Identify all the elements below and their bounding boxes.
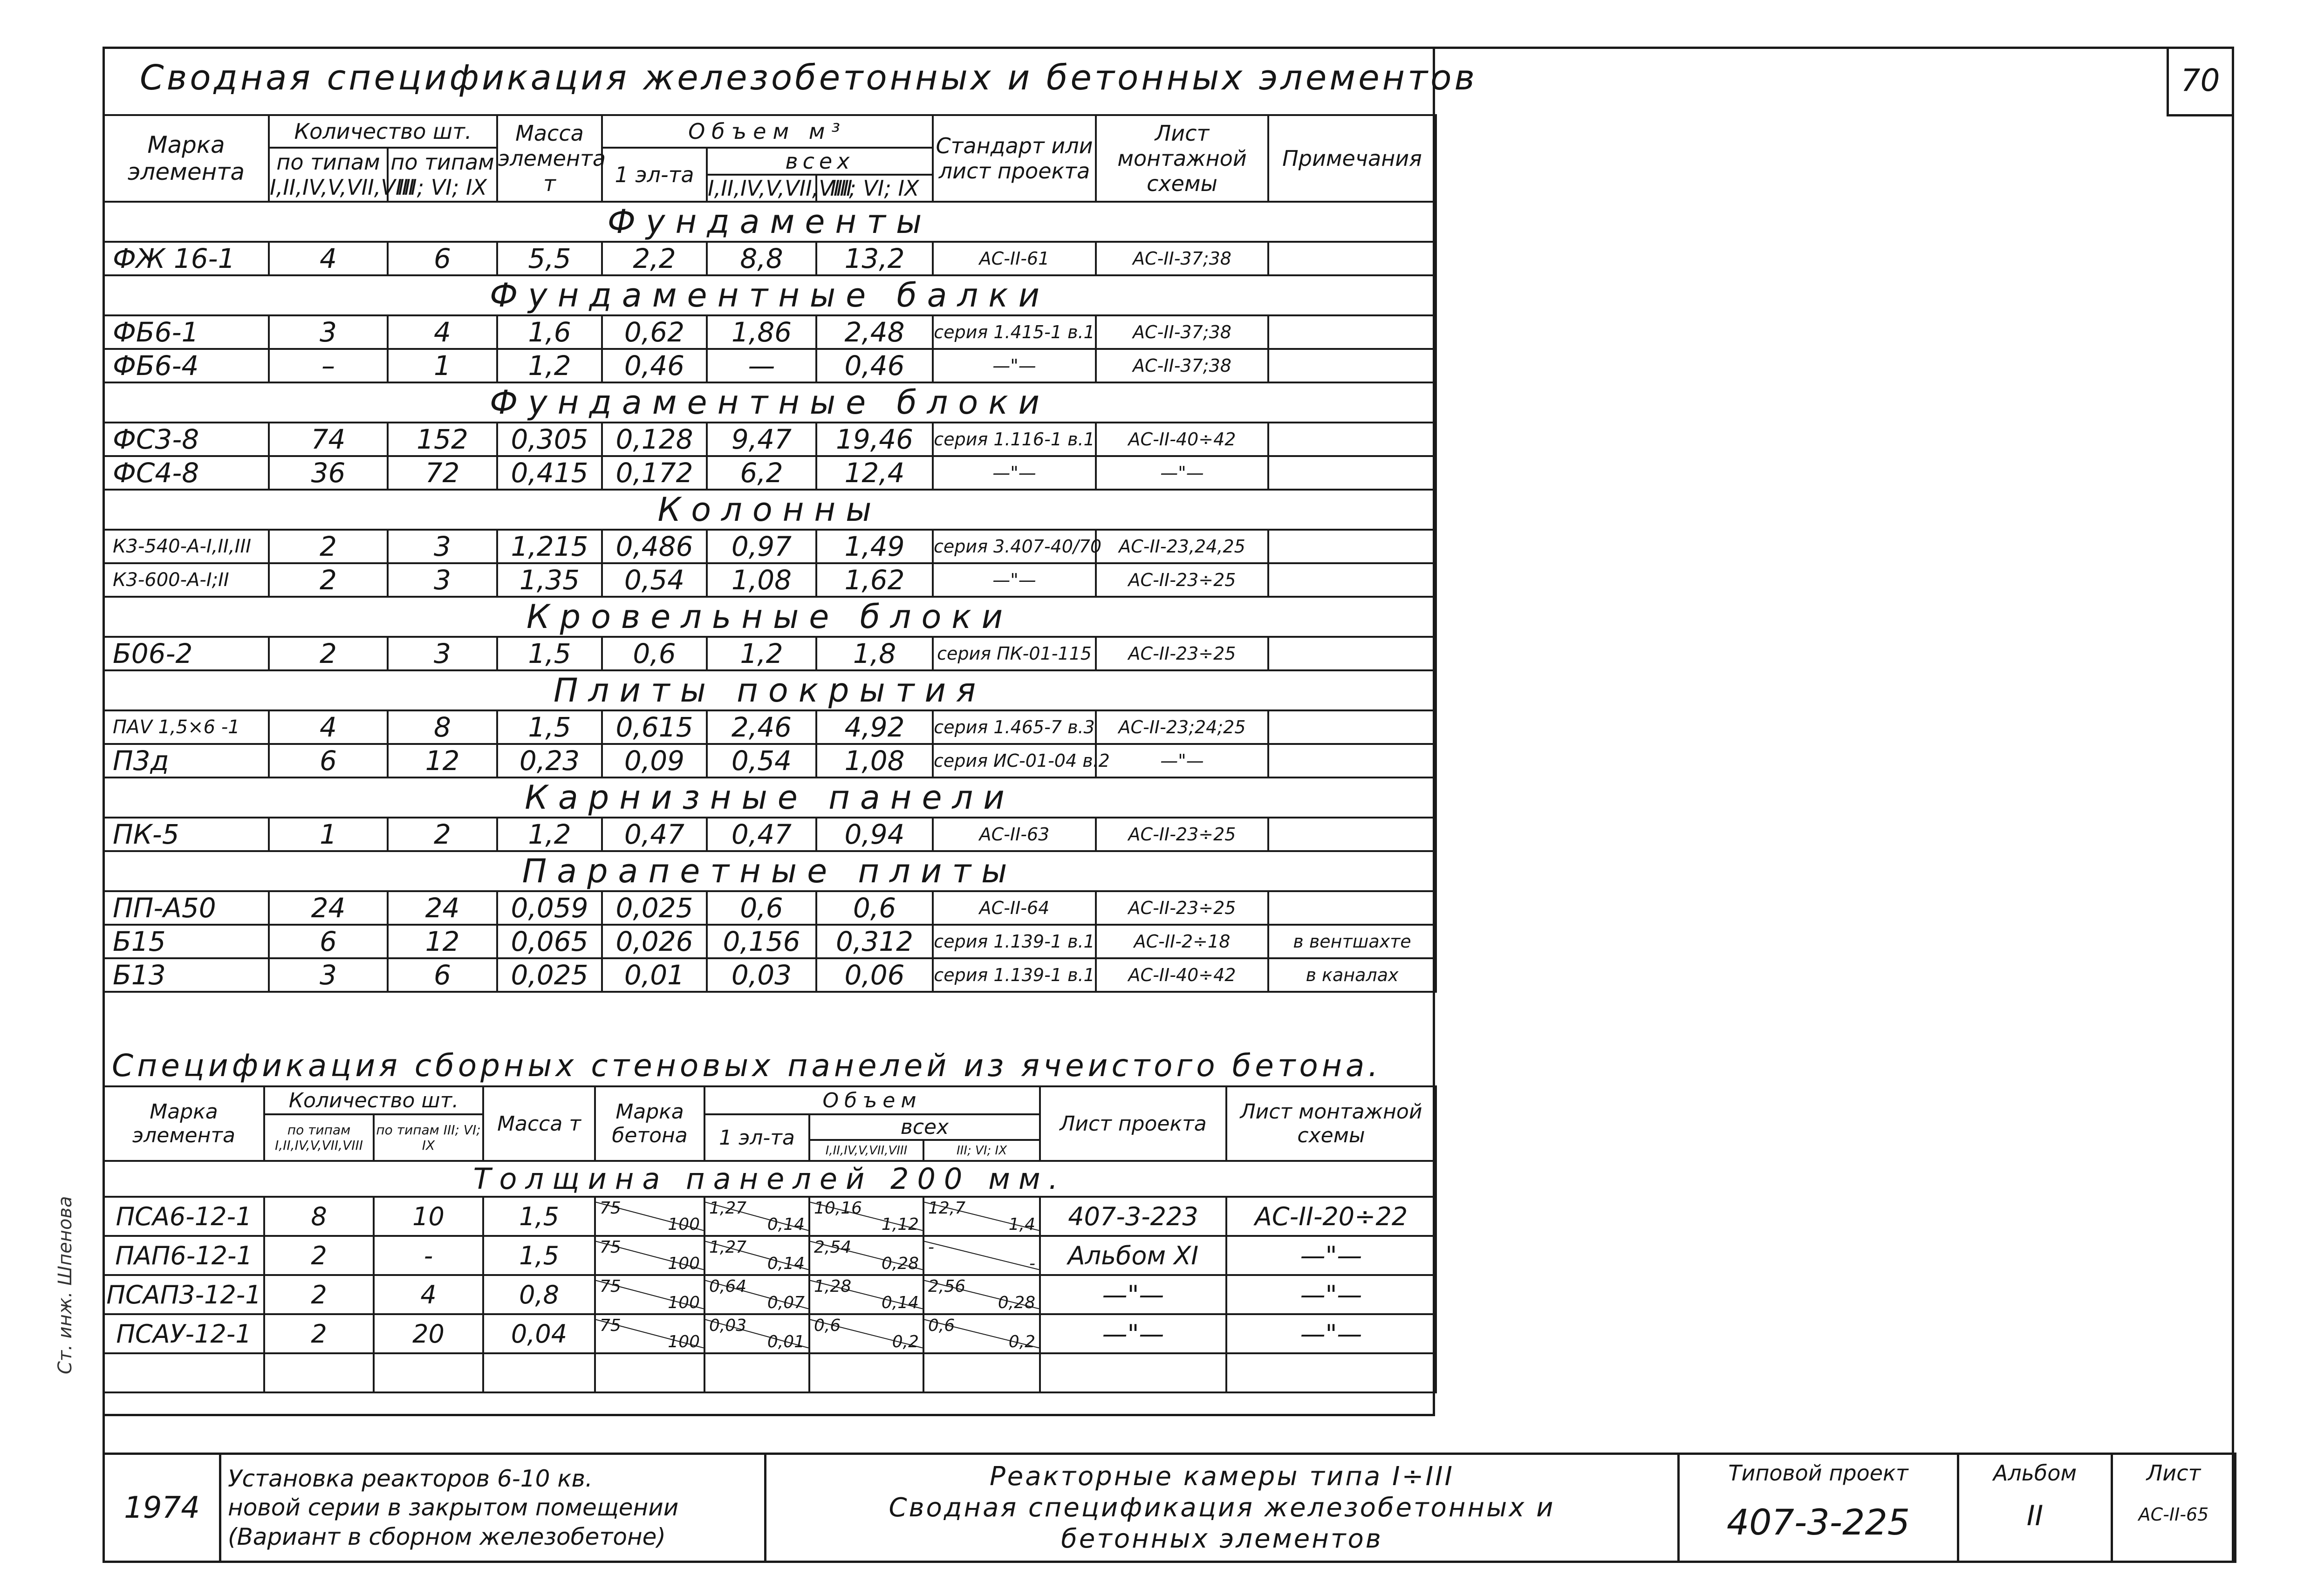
wall-table — [103, 1085, 1437, 1393]
hdr-vol-all-b: III; VI; IX — [816, 175, 933, 202]
cell-qty-b: 4 — [388, 315, 497, 349]
stamp-project — [1679, 1454, 1958, 1562]
cell-qty-a: 3 — [269, 958, 388, 992]
wall-cell-mass: 1,5 — [483, 1236, 595, 1275]
wall-cell-vol-one-bottom: 0,07 — [767, 1293, 805, 1312]
cell-qty-b: 2 — [388, 818, 497, 851]
cell-qty-b: 24 — [388, 891, 497, 925]
wall-hdr-vol-all: всех — [809, 1114, 1040, 1140]
title-block — [103, 1453, 2236, 1563]
cell-sheet: АС-II-23÷25 — [1096, 563, 1268, 597]
wall-cell-grade-bottom: 100 — [668, 1215, 700, 1234]
table-row — [103, 563, 1436, 597]
wall-cell-grade-bottom: 100 — [668, 1293, 700, 1312]
cell-standard: АС-II-61 — [933, 242, 1096, 275]
wall-title: Спецификация сборных стеновых панелей из ячеистого бетона. — [112, 1048, 1382, 1084]
cell-vol-one: 0,026 — [602, 925, 707, 958]
wall-cell-project: —"— — [1040, 1314, 1226, 1353]
wall-cell-vol-all-b-top: 12,7 — [928, 1199, 966, 1218]
wall-hdr-sheet-scheme: Лист монтажной схемы — [1226, 1086, 1436, 1161]
cell-sheet: АС-II-23;24;25 — [1096, 710, 1268, 744]
hdr-vol-all-a: I,II,IV,V,VII,VIII — [708, 176, 853, 201]
wall-cell-qty-a: 2 — [264, 1314, 374, 1353]
cell-vol-all-a: 0,97 — [707, 530, 816, 563]
cell-standard: серия ПК-01-115 — [933, 637, 1096, 670]
hdr-mass: Масса элемента т — [497, 115, 602, 202]
cell-note — [1268, 744, 1436, 778]
cell-sheet: —"— — [1096, 744, 1268, 778]
cell-note: в каналах — [1268, 958, 1436, 992]
cell-vol-all-b: 0,312 — [816, 925, 933, 958]
wall-cell-vol-all-a — [809, 1275, 923, 1314]
wall-cell-vol-one-bottom: 0,14 — [767, 1215, 805, 1234]
cell-sheet: АС-II-40÷42 — [1096, 958, 1268, 992]
stamp-year: 1974 — [104, 1454, 220, 1562]
wall-cell-project: —"— — [1040, 1275, 1226, 1314]
cell-qty-b: 3 — [388, 530, 497, 563]
section-title: Фундаментные балки — [103, 275, 1436, 315]
wall-cell-vol-all-b-bottom: 1,4 — [1008, 1215, 1036, 1234]
cell-vol-one: 0,09 — [602, 744, 707, 778]
cell-mark: К3-540-А-I,II,III — [103, 530, 269, 563]
cell-standard: серия ИС-01-04 в.2 — [933, 744, 1096, 778]
table-row — [103, 925, 1436, 958]
wall-cell-qty-a: 2 — [264, 1275, 374, 1314]
hdr-vol-one: 1 эл-та — [602, 148, 707, 202]
table-row — [103, 1197, 1436, 1236]
table-row — [103, 710, 1436, 744]
cell-vol-one: 0,128 — [602, 423, 707, 456]
cell-standard: серия 1.139-1 в.1 — [933, 958, 1096, 992]
hdr-notes: Примечания — [1268, 115, 1436, 202]
cell-note — [1268, 637, 1436, 670]
cell-sheet: АС-II-37;38 — [1096, 349, 1268, 382]
wall-cell-vol-all-b — [923, 1197, 1040, 1236]
hdr-vol-all: всех — [707, 148, 933, 175]
cell-mass: 0,025 — [497, 958, 602, 992]
cell-sheet: АС-II-23÷25 — [1096, 637, 1268, 670]
wall-cell-grade — [595, 1314, 704, 1353]
cell-vol-all-a: 0,54 — [707, 744, 816, 778]
cell-vol-all-a: 8,8 — [707, 242, 816, 275]
cell-vol-all-a: 0,6 — [707, 891, 816, 925]
section-row — [103, 202, 1436, 242]
wall-cell-vol-all-b-top: 2,56 — [928, 1277, 966, 1296]
cell-standard: серия 1.139-1 в.1 — [933, 925, 1096, 958]
cell-mark: Б13 — [103, 958, 269, 992]
spec-table — [103, 114, 1437, 993]
section-title: Карнизные панели — [103, 778, 1436, 818]
section-row — [103, 275, 1436, 315]
wall-cell-vol-all-b-top: - — [928, 1238, 935, 1257]
wall-cell-vol-all-a-bottom: 0,14 — [881, 1293, 919, 1312]
wall-cell-vol-one — [704, 1314, 809, 1353]
stamp-sheet-value: АС-II-65 — [2138, 1504, 2209, 1525]
cell-qty-a: 6 — [269, 925, 388, 958]
wall-cell-vol-all-a-top: 2,54 — [814, 1238, 852, 1257]
wall-cell-vol-one-bottom: 0,14 — [767, 1254, 805, 1273]
wall-cell-grade-bottom: 100 — [668, 1332, 700, 1351]
wall-cell-grade — [595, 1236, 704, 1275]
cell-mass: 0,065 — [497, 925, 602, 958]
wall-hdr-vol-all-b: III; VI; IX — [923, 1140, 1040, 1161]
cell-mark: ФС4-8 — [103, 456, 269, 490]
stamp-sheet-label: Лист — [2146, 1460, 2201, 1486]
cell-note: в вентшахте — [1268, 925, 1436, 958]
cell-qty-a: 24 — [269, 891, 388, 925]
cell-vol-all-b: 1,49 — [816, 530, 933, 563]
section-title: Кровельные блоки — [103, 597, 1436, 637]
section-row — [103, 490, 1436, 530]
cell-qty-b: 3 — [388, 637, 497, 670]
cell-vol-all-b: 2,48 — [816, 315, 933, 349]
wall-cell-vol-all-a-top: 10,16 — [814, 1199, 862, 1218]
stamp-album — [1958, 1454, 2112, 1562]
cell-note — [1268, 563, 1436, 597]
cell-qty-a: 36 — [269, 456, 388, 490]
wall-hdr-qty-a: по типам I,II,IV,V,VII,VIII — [264, 1114, 374, 1161]
cell-vol-all-b: 0,6 — [816, 891, 933, 925]
cell-vol-all-b: 0,94 — [816, 818, 933, 851]
table-row — [103, 958, 1436, 992]
cell-qty-b: 12 — [388, 925, 497, 958]
wall-cell-vol-all-b-bottom: 0,2 — [1008, 1332, 1036, 1351]
table-row — [103, 637, 1436, 670]
cell-vol-one: 0,47 — [602, 818, 707, 851]
cell-mass: 1,35 — [497, 563, 602, 597]
wall-cell-vol-all-a — [809, 1197, 923, 1236]
table-row — [103, 315, 1436, 349]
cell-qty-a: – — [269, 349, 388, 382]
wall-cell-vol-all-a — [809, 1236, 923, 1275]
cell-note — [1268, 530, 1436, 563]
wall-hdr-qty-b: по типам III; VI; IX — [374, 1114, 483, 1161]
wall-cell-vol-all-b — [923, 1314, 1040, 1353]
wall-cell-mark: ПСАП3-12-1 — [103, 1275, 264, 1314]
cell-mark: ФБ6-4 — [103, 349, 269, 382]
cell-standard: АС-II-63 — [933, 818, 1096, 851]
cell-mark: ПП-А50 — [103, 891, 269, 925]
stamp-title — [766, 1454, 1679, 1562]
wall-cell-vol-one-top: 0,64 — [709, 1277, 747, 1296]
cell-note — [1268, 423, 1436, 456]
cell-mass: 0,23 — [497, 744, 602, 778]
stamp-subject — [220, 1454, 766, 1562]
cell-sheet: АС-II-37;38 — [1096, 242, 1268, 275]
cell-qty-b: 72 — [388, 456, 497, 490]
wall-cell-grade-top: 75 — [600, 1316, 621, 1335]
wall-cell-grade-top: 75 — [600, 1238, 621, 1257]
cell-sheet: АС-II-40÷42 — [1096, 423, 1268, 456]
cell-vol-all-b: 13,2 — [816, 242, 933, 275]
stamp-album-value: II — [2026, 1500, 2044, 1532]
cell-mass: 5,5 — [497, 242, 602, 275]
cell-vol-all-a: — — [707, 349, 816, 382]
cell-mark: ФЖ 16-1 — [103, 242, 269, 275]
wall-cell-vol-one-top: 1,27 — [709, 1238, 747, 1257]
wall-hdr-sheet-project: Лист проекта — [1040, 1086, 1226, 1161]
section-title: Колонны — [103, 490, 1436, 530]
wall-cell-scheme: —"— — [1226, 1314, 1436, 1353]
table-row — [103, 744, 1436, 778]
cell-vol-one: 0,172 — [602, 456, 707, 490]
hdr-qty-b: по типам III; VI; IX — [388, 148, 497, 202]
cell-qty-a: 2 — [269, 530, 388, 563]
cell-qty-b: 12 — [388, 744, 497, 778]
wall-cell-vol-one — [704, 1197, 809, 1236]
section-title: Фундаменты — [103, 202, 1436, 242]
wall-cell-vol-all-a-bottom: 0,2 — [892, 1332, 919, 1351]
stamp-subject-line-1: Установка реакторов 6-10 кв. — [228, 1465, 593, 1492]
wall-cell-vol-all-b — [923, 1236, 1040, 1275]
stamp-title-line-2: Сводная спецификация железобетонных и — [889, 1492, 1555, 1523]
cell-qty-a: 6 — [269, 744, 388, 778]
cell-qty-a: 4 — [269, 242, 388, 275]
wall-cell-project: Альбом XI — [1040, 1236, 1226, 1275]
cell-note — [1268, 315, 1436, 349]
cell-mark: ФС3-8 — [103, 423, 269, 456]
cell-vol-all-a: 0,156 — [707, 925, 816, 958]
section-row — [103, 778, 1436, 818]
cell-standard: —"— — [933, 349, 1096, 382]
table-row — [103, 349, 1436, 382]
cell-vol-one: 0,025 — [602, 891, 707, 925]
wall-hdr-mark: Марка элемента — [103, 1086, 264, 1161]
wall-cell-vol-all-b-top: 0,6 — [928, 1316, 955, 1335]
wall-cell-grade-top: 75 — [600, 1199, 621, 1218]
wall-cell-mark: ПСА6-12-1 — [103, 1197, 264, 1236]
stamp-subject-line-3: (Вариант в сборном железобетоне) — [228, 1523, 666, 1550]
cell-sheet: —"— — [1096, 456, 1268, 490]
wall-cell-mark: ПАП6-12-1 — [103, 1236, 264, 1275]
spec-title: Сводная спецификация железобетонных и бетонных элементов — [140, 58, 1477, 98]
table-row — [103, 1236, 1436, 1275]
wall-cell-vol-all-a-top: 1,28 — [814, 1277, 852, 1296]
wall-cell-vol-all-b-bottom: 0,28 — [998, 1293, 1036, 1312]
cell-qty-b: 6 — [388, 958, 497, 992]
cell-mark: Б15 — [103, 925, 269, 958]
cell-vol-one: 2,2 — [602, 242, 707, 275]
cell-qty-b: 6 — [388, 242, 497, 275]
cell-qty-a: 2 — [269, 563, 388, 597]
wall-hdr-qty: Количество шт. — [264, 1086, 483, 1114]
cell-note — [1268, 242, 1436, 275]
wall-cell-mass: 0,8 — [483, 1275, 595, 1314]
section-row — [103, 597, 1436, 637]
cell-vol-all-b: 19,46 — [816, 423, 933, 456]
table-row — [103, 1275, 1436, 1314]
wall-cell-grade-bottom: 100 — [668, 1254, 700, 1273]
stamp-title-line-3: бетонных элементов — [1061, 1524, 1383, 1555]
wall-cell-scheme: АС-II-20÷22 — [1226, 1197, 1436, 1236]
wall-cell-vol-all-b-bottom: - — [1029, 1254, 1036, 1273]
cell-vol-all-a: 1,2 — [707, 637, 816, 670]
wall-cell-vol-all-a — [809, 1314, 923, 1353]
cell-standard: —"— — [933, 456, 1096, 490]
wall-cell-qty-a: 2 — [264, 1236, 374, 1275]
cell-mark: ПАV 1,5×6 -1 — [103, 710, 269, 744]
section-title: Фундаментные блоки — [103, 382, 1436, 423]
cell-mass: 0,415 — [497, 456, 602, 490]
stamp-project-label: Типовой проект — [1728, 1460, 1908, 1486]
cell-qty-b: 8 — [388, 710, 497, 744]
hdr-qty: Количество шт. — [269, 115, 497, 148]
cell-qty-a: 4 — [269, 710, 388, 744]
cell-vol-all-a: 0,47 — [707, 818, 816, 851]
cell-vol-all-b: 1,8 — [816, 637, 933, 670]
wall-hdr-grade: Марка бетона — [595, 1086, 704, 1161]
cell-qty-a: 74 — [269, 423, 388, 456]
wall-cell-vol-one-top: 0,03 — [709, 1316, 747, 1335]
cell-note — [1268, 349, 1436, 382]
cell-vol-all-a: 1,86 — [707, 315, 816, 349]
wall-cell-project: 407-3-223 — [1040, 1197, 1226, 1236]
cell-vol-all-a: 1,08 — [707, 563, 816, 597]
wall-cell-scheme: —"— — [1226, 1236, 1436, 1275]
cell-standard: серия 1.116-1 в.1 — [933, 423, 1096, 456]
cell-vol-all-a: 0,03 — [707, 958, 816, 992]
cell-mark: Б06-2 — [103, 637, 269, 670]
hdr-sheet: Лист монтажной схемы — [1096, 115, 1268, 202]
cell-vol-one: 0,46 — [602, 349, 707, 382]
wall-cell-qty-b: 4 — [374, 1275, 483, 1314]
table-row — [103, 423, 1436, 456]
cell-standard: серия 1.415-1 в.1 — [933, 315, 1096, 349]
wall-cell-vol-one — [704, 1236, 809, 1275]
wall-cell-grade — [595, 1275, 704, 1314]
section-title: Плиты покрытия — [103, 670, 1436, 710]
wall-cell-vol-all-b — [923, 1275, 1040, 1314]
table-row — [103, 818, 1436, 851]
stamp-sheet — [2112, 1454, 2236, 1562]
wall-cell-mass: 1,5 — [483, 1197, 595, 1236]
wall-hdr-mass: Масса т — [483, 1086, 595, 1161]
cell-mark: П3д — [103, 744, 269, 778]
cell-standard: АС-II-64 — [933, 891, 1096, 925]
cell-sheet: АС-II-23÷25 — [1096, 818, 1268, 851]
stamp-title-line-1: Реакторные камеры типа I÷III — [989, 1461, 1454, 1492]
cell-vol-all-b: 0,46 — [816, 349, 933, 382]
cell-vol-all-b: 1,62 — [816, 563, 933, 597]
cell-vol-one: 0,01 — [602, 958, 707, 992]
table-row — [103, 242, 1436, 275]
wall-cell-qty-b: - — [374, 1236, 483, 1275]
cell-sheet: АС-II-37;38 — [1096, 315, 1268, 349]
wall-cell-vol-one-top: 1,27 — [709, 1199, 747, 1218]
cell-note — [1268, 818, 1436, 851]
cell-qty-a: 1 — [269, 818, 388, 851]
cell-standard: серия 3.407-40/70 — [933, 530, 1096, 563]
cell-sheet: АС-II-23÷25 — [1096, 891, 1268, 925]
cell-vol-one: 0,54 — [602, 563, 707, 597]
cell-mass: 1,5 — [497, 710, 602, 744]
cell-vol-all-b: 0,06 — [816, 958, 933, 992]
hdr-qty-a: по типам I,II,IV,V,VII,VIII — [269, 148, 388, 202]
cell-qty-a: 3 — [269, 315, 388, 349]
wall-cell-grade-top: 75 — [600, 1277, 621, 1296]
cell-vol-all-a: 6,2 — [707, 456, 816, 490]
cell-vol-one: 0,486 — [602, 530, 707, 563]
cell-note — [1268, 710, 1436, 744]
table-row — [103, 530, 1436, 563]
side-note: Ст. инж. Шпенова — [55, 1196, 76, 1374]
hdr-volume: Объем м³ — [602, 115, 933, 148]
hdr-standard: Стандарт или лист проекта — [933, 115, 1096, 202]
hdr-mark: Марка элемента — [103, 115, 269, 202]
wall-cell-vol-one — [704, 1275, 809, 1314]
wall-cell-qty-b: 20 — [374, 1314, 483, 1353]
stamp-project-value: 407-3-225 — [1726, 1501, 1910, 1543]
cell-mark: К3-600-А-I;II — [103, 563, 269, 597]
wall-hdr-vol-all-a: I,II,IV,V,VII,VIII — [809, 1140, 923, 1161]
cell-mass: 1,5 — [497, 637, 602, 670]
cell-vol-all-a: 9,47 — [707, 423, 816, 456]
cell-vol-one: 0,615 — [602, 710, 707, 744]
cell-mass: 1,215 — [497, 530, 602, 563]
wall-cell-qty-b: 10 — [374, 1197, 483, 1236]
table-row — [103, 456, 1436, 490]
wall-cell-vol-one-bottom: 0,01 — [767, 1332, 805, 1351]
cell-standard: серия 1.465-7 в.3 — [933, 710, 1096, 744]
wall-cell-mass: 0,04 — [483, 1314, 595, 1353]
wall-hdr-volume: Объем — [704, 1086, 1040, 1114]
table-row — [103, 1314, 1436, 1353]
cell-qty-b: 152 — [388, 423, 497, 456]
cell-note — [1268, 891, 1436, 925]
wall-cell-mark: ПСАУ-12-1 — [103, 1314, 264, 1353]
wall-cell-grade — [595, 1197, 704, 1236]
cell-vol-one: 0,62 — [602, 315, 707, 349]
cell-mass: 1,6 — [497, 315, 602, 349]
cell-vol-all-b: 4,92 — [816, 710, 933, 744]
cell-mark: ФБ6-1 — [103, 315, 269, 349]
cell-qty-b: 3 — [388, 563, 497, 597]
cell-vol-one: 0,6 — [602, 637, 707, 670]
wall-hdr-vol-one: 1 эл-та — [704, 1114, 809, 1161]
section-row — [103, 851, 1436, 891]
cell-qty-a: 2 — [269, 637, 388, 670]
wall-cell-vol-all-a-bottom: 1,12 — [881, 1215, 919, 1234]
cell-note — [1268, 456, 1436, 490]
wall-cell-vol-all-a-bottom: 0,28 — [881, 1254, 919, 1273]
section-row — [103, 382, 1436, 423]
cell-sheet: АС-II-23,24,25 — [1096, 530, 1268, 563]
cell-mark: ПК-5 — [103, 818, 269, 851]
stamp-subject-line-2: новой серии в закрытом помещении — [228, 1494, 679, 1521]
section-row — [103, 670, 1436, 710]
wall-cell-qty-a: 8 — [264, 1197, 374, 1236]
cell-mass: 1,2 — [497, 818, 602, 851]
cell-vol-all-a: 2,46 — [707, 710, 816, 744]
wall-section-title: Толщина панелей 200 мм. — [103, 1161, 1436, 1197]
cell-mass: 0,059 — [497, 891, 602, 925]
section-title: Парапетные плиты — [103, 851, 1436, 891]
cell-vol-all-b: 12,4 — [816, 456, 933, 490]
stamp-album-label: Альбом — [1993, 1460, 2077, 1486]
table-row — [103, 891, 1436, 925]
cell-vol-all-b: 1,08 — [816, 744, 933, 778]
cell-sheet: АС-II-2÷18 — [1096, 925, 1268, 958]
cell-qty-b: 1 — [388, 349, 497, 382]
cell-mass: 0,305 — [497, 423, 602, 456]
wall-cell-vol-all-a-top: 0,6 — [814, 1316, 841, 1335]
cell-mass: 1,2 — [497, 349, 602, 382]
wall-cell-scheme: —"— — [1226, 1275, 1436, 1314]
cell-standard: —"— — [933, 563, 1096, 597]
page-number: 70 — [2181, 62, 2220, 98]
